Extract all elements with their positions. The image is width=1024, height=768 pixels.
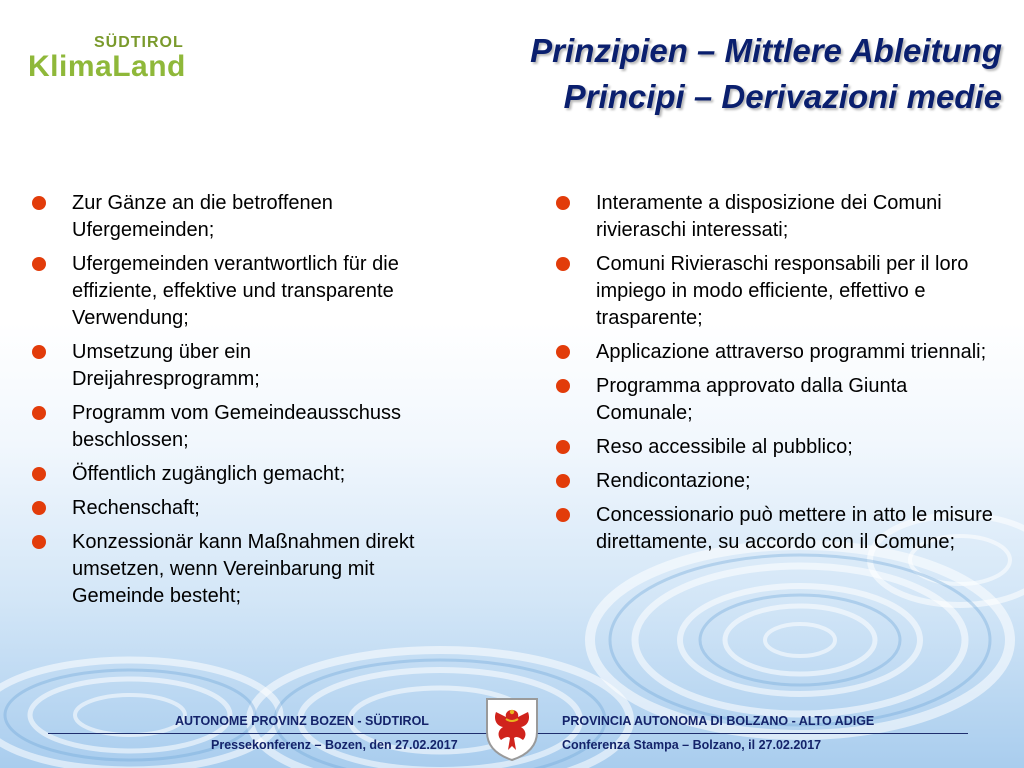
bullet-item — [556, 468, 996, 495]
footer-org-german: AUTONOME PROVINZ BOZEN - SÜDTIROL — [175, 714, 429, 728]
bullet-text: Konzessionär kann Maßnahmen direkt umsetzen, wenn Vereinbarung mit Gemeinde besteht; — [72, 531, 415, 607]
bullet-item — [556, 502, 996, 556]
logo-top-text: SÜDTIROL — [94, 34, 184, 51]
bullet-text: Interamente a disposizione dei Comuni rivieraschi interessati; — [596, 192, 942, 241]
bullet-item — [32, 461, 442, 488]
bullet-text: Zur Gänze an die betroffenen Ufergemeinden; — [72, 192, 333, 241]
italian-column — [556, 190, 996, 563]
bullet-text: Concessionario può mettere in atto le misure direttamente, su accordo con il Comune; — [596, 504, 993, 553]
bullet-dot-icon — [556, 196, 570, 210]
bullet-text: Öffentlich zugänglich gemacht; — [72, 463, 346, 485]
bullet-text: Reso accessibile al pubblico; — [596, 436, 853, 458]
bullet-dot-icon — [32, 345, 46, 359]
bullet-dot-icon — [32, 406, 46, 420]
bullet-item — [556, 251, 996, 332]
bullet-item — [556, 434, 996, 461]
title-italian: Principi – Derivazioni medie — [563, 78, 1002, 115]
slide-title — [530, 28, 1002, 120]
bullet-dot-icon — [556, 257, 570, 271]
footer-event-italian: Conferenza Stampa – Bolzano, il 27.02.2017 — [562, 738, 822, 752]
bullet-item — [32, 339, 442, 393]
bullet-dot-icon — [32, 196, 46, 210]
bullet-text: Comuni Rivieraschi responsabili per il loro impiego in modo efficiente, effettivo e trasparente; — [596, 253, 969, 329]
bullet-text: Rechenschaft; — [72, 497, 200, 519]
bullet-dot-icon — [32, 467, 46, 481]
bullet-text: Applicazione attraverso programmi triennali; — [596, 341, 987, 363]
german-bullet-list — [32, 190, 442, 610]
bullet-text: Umsetzung über ein Dreijahresprogramm; — [72, 341, 260, 390]
bullet-dot-icon — [32, 257, 46, 271]
bullet-dot-icon — [556, 508, 570, 522]
german-column — [32, 190, 442, 617]
bullet-dot-icon — [556, 440, 570, 454]
bullet-text: Ufergemeinden verantwortlich für die effiziente, effektive und transparente Verwendung; — [72, 253, 399, 329]
suedtirol-klimaland-logo — [28, 30, 188, 90]
bullet-text: Programm vom Gemeindeausschuss beschlossen; — [72, 402, 402, 451]
bullet-item — [556, 339, 996, 366]
bullet-item — [32, 251, 442, 332]
eagle-crest-icon — [484, 696, 540, 762]
bullet-dot-icon — [32, 535, 46, 549]
bullet-dot-icon — [32, 501, 46, 515]
bullet-text: Programma approvato dalla Giunta Comunale; — [596, 375, 908, 424]
logo-main-text: KlimaLand — [28, 50, 186, 83]
footer-event-german: Pressekonferenz – Bozen, den 27.02.2017 — [211, 738, 458, 752]
bullet-dot-icon — [556, 345, 570, 359]
bullet-text: Rendicontazione; — [596, 470, 751, 492]
bullet-dot-icon — [556, 474, 570, 488]
italian-bullet-list — [556, 190, 996, 556]
bullet-item — [32, 495, 442, 522]
title-german: Prinzipien – Mittlere Ableitung — [530, 32, 1002, 69]
bullet-item — [32, 190, 442, 244]
bullet-item — [32, 400, 442, 454]
bullet-item — [32, 529, 442, 610]
bullet-dot-icon — [556, 379, 570, 393]
bullet-item — [556, 373, 996, 427]
footer-org-italian: PROVINCIA AUTONOMA DI BOLZANO - ALTO ADIGE — [562, 714, 875, 728]
bullet-item — [556, 190, 996, 244]
